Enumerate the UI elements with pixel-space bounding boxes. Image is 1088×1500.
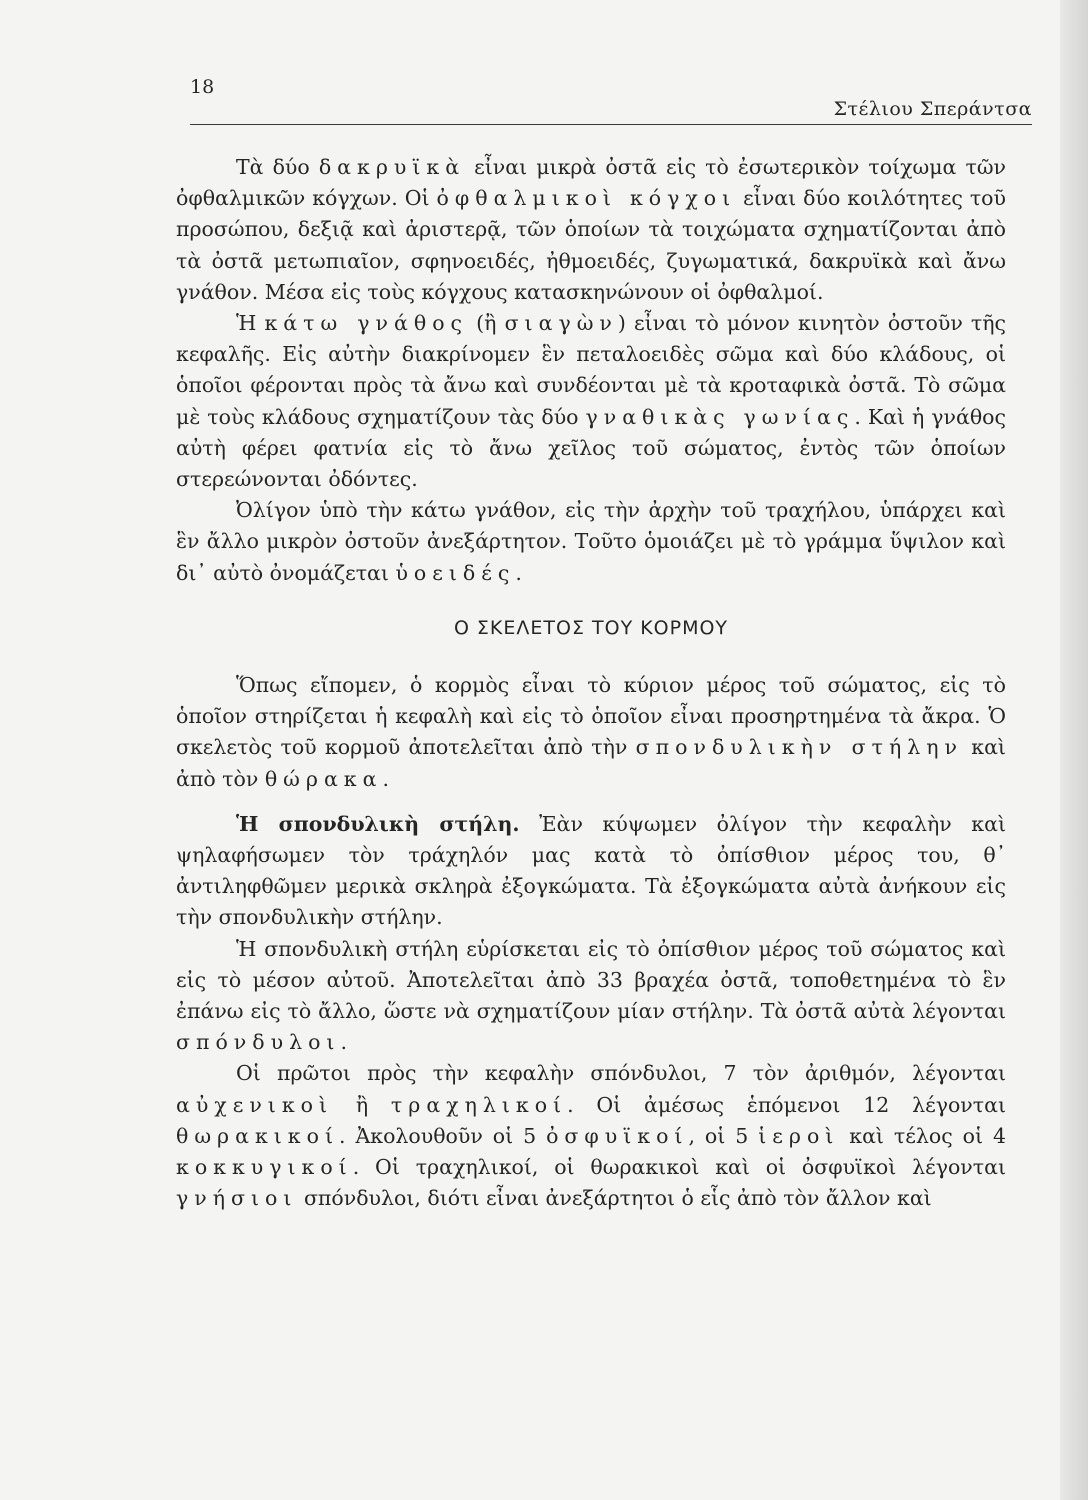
spaced-term: ἱεροὶ — [758, 1123, 840, 1148]
page-edge-shadow — [1060, 0, 1088, 1500]
spaced-term: σπόνδυλοι — [176, 1030, 341, 1055]
spaced-term: δακρυϊκὰ — [318, 155, 466, 179]
spaced-term: ὑοειδές — [395, 560, 516, 585]
spaced-term: τραχηλικοί — [390, 1092, 568, 1117]
paragraph-lower-jaw: Ἡ κάτω γνάθος (ἢ σιαγὼν) εἶναι τὸ μόνον κινητὸν ὀστοῦν τῆς κεφαλῆς. Εἰς αὐτὴν διακρίνομεν ἓν πεταλοειδὲς σῶμα καὶ δύο κλάδους, οἱ ὁποῖοι φέρονται πρὸς τὰ ἄνω καὶ συνδέονται μὲ τὰ κροταφικὰ ὀστᾶ. Τὸ σῶμα μὲ τοὺς κλάδους σχηματίζουν τὰς δύο γναθικὰς γωνίας. Καὶ ἡ γνάθος αὐτὴ φέρει φατνία εἰς τὸ ἄνω χεῖλος τοῦ σώματος, ἐντὸς τῶν ὁποίων στερεώνονται ὀδόντες. — [176, 311, 1007, 492]
spaced-term: αὐχενικοὶ — [176, 1092, 334, 1117]
spaced-term: κοκκυγικοί — [176, 1155, 353, 1180]
spaced-term: ὀσφυϊκοί — [546, 1123, 689, 1148]
spaced-term: γναθικὰς γωνίας — [585, 404, 855, 429]
spaced-term: θωρακικοί — [176, 1123, 339, 1148]
body-text — [176, 152, 1006, 1215]
paragraph-vertebrae-types: Οἱ πρῶτοι πρὸς τὴν κεφαλὴν σπόνδυλοι, 7 τὸν ἀριθμόν, λέγονται αὐχενικοὶ ἢ τραχηλικοί. Οἱ ἀμέσως ἑπόμενοι 12 λέγονται θωρακικοί. Ἀκολουθοῦν οἱ 5 ὀσφυϊκοί, οἱ 5 ἱεροὶ καὶ τέλος οἱ 4 κοκκυγικοί. Οἱ τραχηλικοί, οἱ θωρακικοὶ καὶ οἱ ὀσφυϊκοὶ λέγονται γνήσιοι σπόνδυλοι, διότι εἶναι ἀνεξάρτητοι ὁ εἷς ἀπὸ τὸν ἄλλον καὶ — [176, 1061, 1006, 1211]
spaced-term: ὀφθαλμικοὶ κόγχοι — [436, 186, 737, 211]
header-rule — [190, 124, 1032, 125]
paragraph-spinal-column-intro: Ἡ σπονδυλικὴ στήλη. Ἐὰν κύψωμεν ὀλίγον τὴν κεφαλὴν καὶ ψηλαφήσωμεν τὸν τράχηλόν μας κατὰ τὸ ὀπίσθιον μέρος του, θ᾽ ἀντιληφθῶμεν μερικὰ σκληρὰ ἐξογκώματα. Τὰ ἐξογκώματα αὐτὰ ἀνήκουν εἰς τὴν σπονδυλικὴν στήλην. — [176, 811, 1006, 930]
spaced-term: σπονδυλικὴν στήλην — [635, 735, 963, 760]
spaced-term: κάτω γνάθος — [264, 311, 469, 336]
page-number: 18 — [190, 76, 215, 98]
running-title: Στέλιου Σπεράντσα — [833, 98, 1032, 120]
paragraph-spinal-column-position: Ἡ σπονδυλικὴ στήλη εὑρίσκεται εἰς τὸ ὀπίσθιον μέρος τοῦ σώματος καὶ εἰς τὸ μέσον αὐτοῦ. Ἀποτελεῖται ἀπὸ 33 βραχέα ὀστᾶ, τοποθετημένα τὸ ἓν ἐπάνω εἰς τὸ ἄλλο, ὥστε νὰ σχηματίζουν μίαν στήλην. Τὰ ὀστᾶ αὐτὰ λέγονται σπόνδυλοι. — [176, 936, 1006, 1055]
spaced-term: σιαγὼν — [504, 311, 618, 336]
paragraph-lacrimal-bones: Τὰ δύο δακρυϊκὰ εἶναι μικρὰ ὀστᾶ εἰς τὸ ἐσωτερικὸν τοίχωμα τῶν ὀφθαλμικῶν κόγχων. Οἱ ὀφθαλμικοὶ κόγχοι εἶναι δύο κοιλότητες τοῦ προσώπου, δεξιᾷ καὶ ἀριστερᾷ, τῶν ὁποίων τὰ τοιχώματα σχηματίζονται ἀπὸ τὰ ὀστᾶ μετωπιαῖον, σφηνοειδές, ἠθμοειδές, ζυγωματικά, δακρυϊκὰ καὶ ἄνω γνάθον. Μέσα εἰς τοὺς κόγχους κατασκηνώνουν οἱ ὀφθαλμοί. — [176, 155, 1007, 304]
section-heading: Ο ΣΚΕΛΕΤΟΣ ΤΟΥ ΚΟΡΜΟΥ — [453, 616, 729, 639]
paragraph-trunk-skeleton: Ὅπως εἴπομεν, ὁ κορμὸς εἶναι τὸ κύριον μέρος τοῦ σώματος, εἰς τὸ ὁποῖον στηρίζεται ἡ κεφαλὴ καὶ εἰς τὸ ὁποῖον εἶναι προσηρτημένα τὰ ἄκρα. Ὁ σκελετὸς τοῦ κορμοῦ ἀποτελεῖται ἀπὸ τὴν σπονδυλικὴν στήλην καὶ ἀπὸ τὸν θώρακα. — [176, 673, 1006, 791]
subheading: Ἡ σπονδυλικὴ στήλη. — [236, 811, 520, 836]
spaced-term: θώρακα — [264, 766, 383, 791]
spaced-term: γνήσιοι — [176, 1186, 298, 1211]
paragraph-hyoid-bone: Ὀλίγον ὑπὸ τὴν κάτω γνάθον, εἰς τὴν ἀρχὴν τοῦ τραχήλου, ὑπάρχει καὶ ἓν ἄλλο μικρὸν ὀστοῦν ἀνεξάρτητον. Τοῦτο ὁμοιάζει μὲ τὸ γράμμα ὕψιλον καὶ δι᾽ αὐτὸ ὀνομάζεται ὑοειδές. — [176, 498, 1006, 585]
